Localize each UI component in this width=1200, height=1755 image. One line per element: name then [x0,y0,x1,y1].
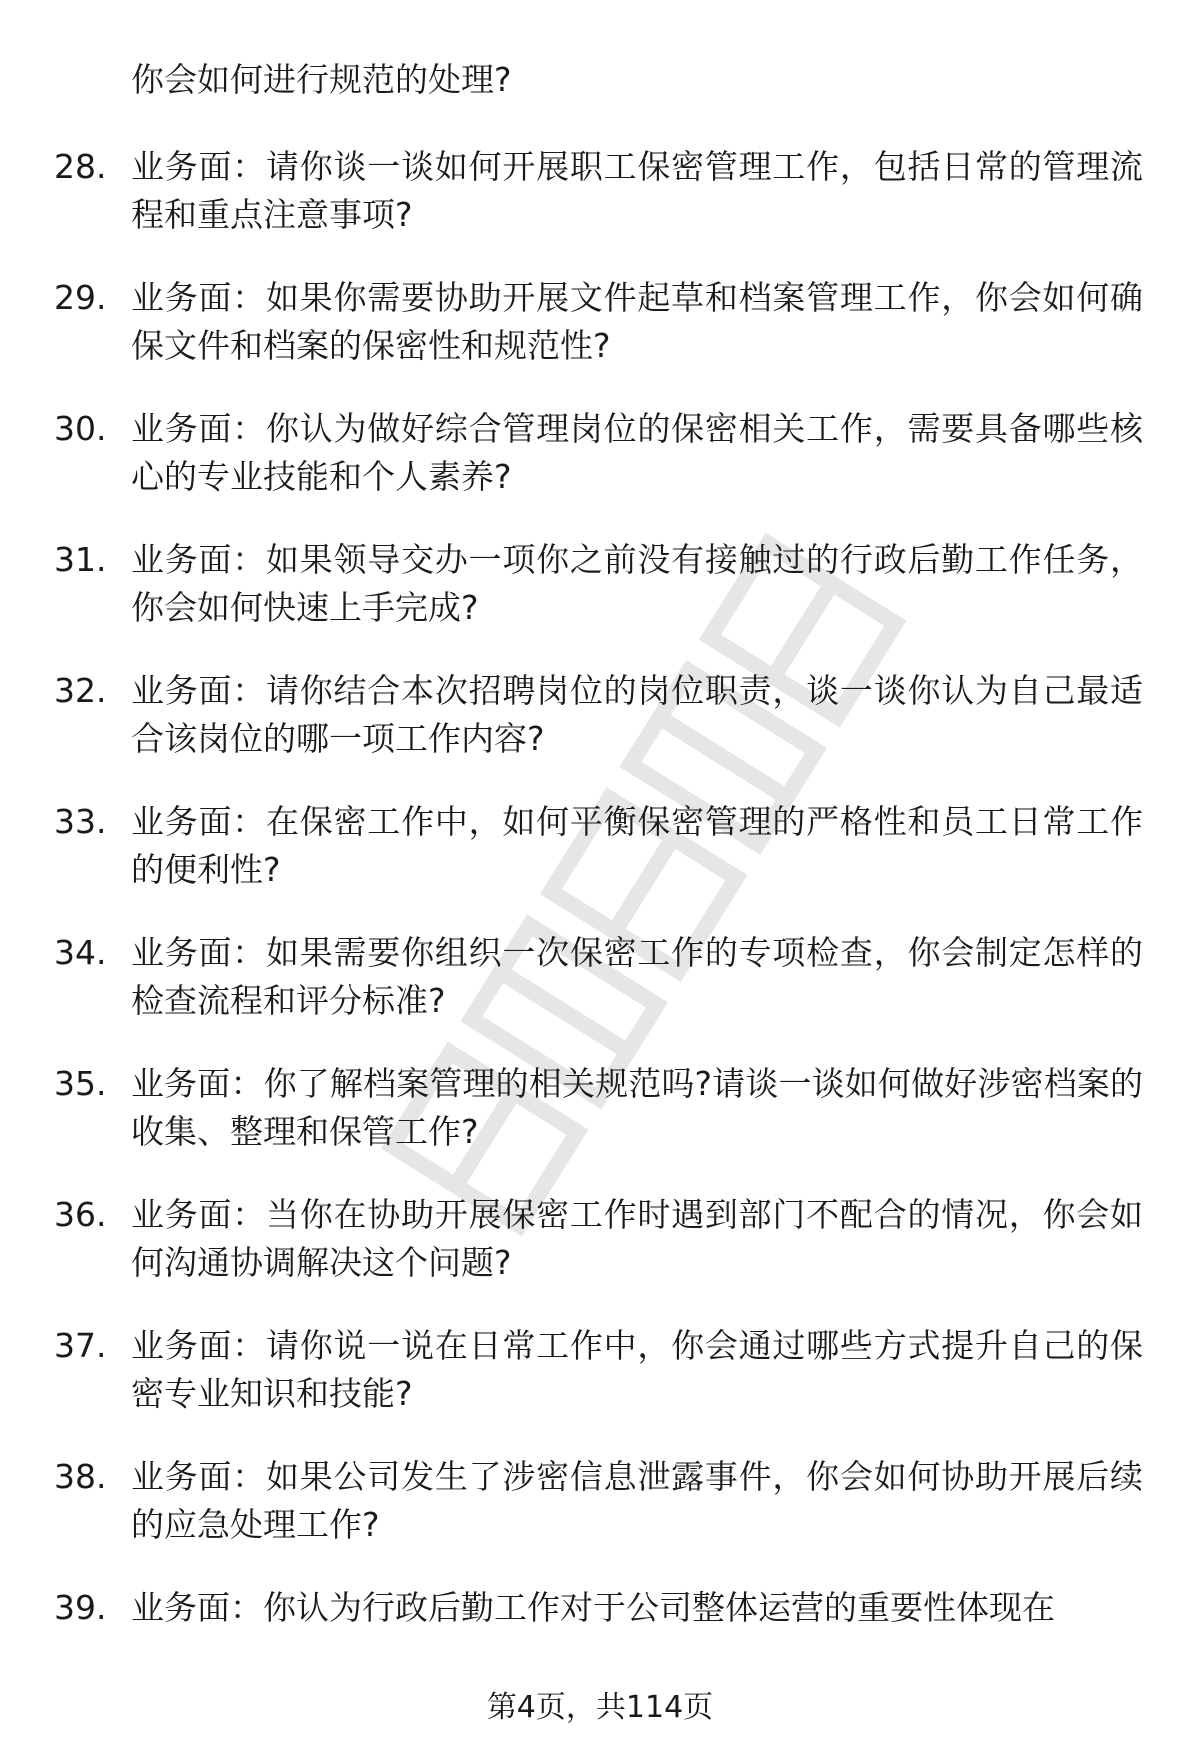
question-number: 37. [54,1326,107,1365]
question-number: 32. [54,671,107,710]
question-number: 39. [54,1588,107,1627]
question-number: 28. [54,147,107,186]
question-item [0,929,1200,1060]
question-number: 33. [54,802,107,841]
question-number: 36. [54,1195,107,1234]
question-item [0,1453,1200,1584]
question-text: 业务面：你认为行政后勤工作对于公司整体运营的重要性体现在 [131,1588,1055,1627]
question-text: 业务面：当你在协助开展保密工作时遇到部门不配合的情况，你会如何沟通协调解决这个问题? [131,1195,1143,1282]
question-text: 业务面：请你说一说在日常工作中，你会通过哪些方式提升自己的保密专业知识和技能? [131,1326,1143,1413]
question-number: 31. [54,540,107,579]
question-number: 38. [54,1457,107,1496]
question-number: 30. [54,409,107,448]
question-item [0,1191,1200,1322]
question-text: 业务面：你认为做好综合管理岗位的保密相关工作，需要具备哪些核心的专业技能和个人素养? [131,409,1143,496]
question-text: 业务面：请你结合本次招聘岗位的岗位职责，谈一谈你认为自己最适合该岗位的哪一项工作内容? [131,671,1143,758]
question-item [0,274,1200,405]
question-item [0,143,1200,274]
question-text: 业务面：如果公司发生了涉密信息泄露事件，你会如何协助开展后续的应急处理工作? [131,1457,1143,1544]
question-item [0,1060,1200,1191]
question-number: 34. [54,933,107,972]
question-text: 业务面：如果需要你组织一次保密工作的专项检查，你会制定怎样的检查流程和评分标准? [131,933,1143,1020]
question-item [0,405,1200,536]
question-text: 业务面：如果你需要协助开展文件起草和档案管理工作，你会如何确保文件和档案的保密性和规范性? [131,278,1143,365]
page-footer: 第4页，共114页 [486,1690,714,1725]
question-text: 业务面：如果领导交办一项你之前没有接触过的行政后勤工作任务，你会如何快速上手完成? [131,540,1143,627]
question-number: 35. [54,1064,107,1103]
question-number: 29. [54,278,107,317]
question-item [0,798,1200,929]
question-list [0,143,1200,1715]
question-item [0,667,1200,798]
question-text: 业务面：请你谈一谈如何开展职工保密管理工作，包括日常的管理流程和重点注意事项? [131,147,1143,234]
question-item [0,536,1200,667]
continuation-text: 你会如何进行规范的处理? [131,60,512,99]
question-text: 业务面：你了解档案管理的相关规范吗?请谈一谈如何做好涉密档案的收集、整理和保管工作? [131,1064,1143,1151]
question-text: 业务面：在保密工作中，如何平衡保密管理的严格性和员工日常工作的便利性? [131,802,1143,889]
question-item [0,1322,1200,1453]
